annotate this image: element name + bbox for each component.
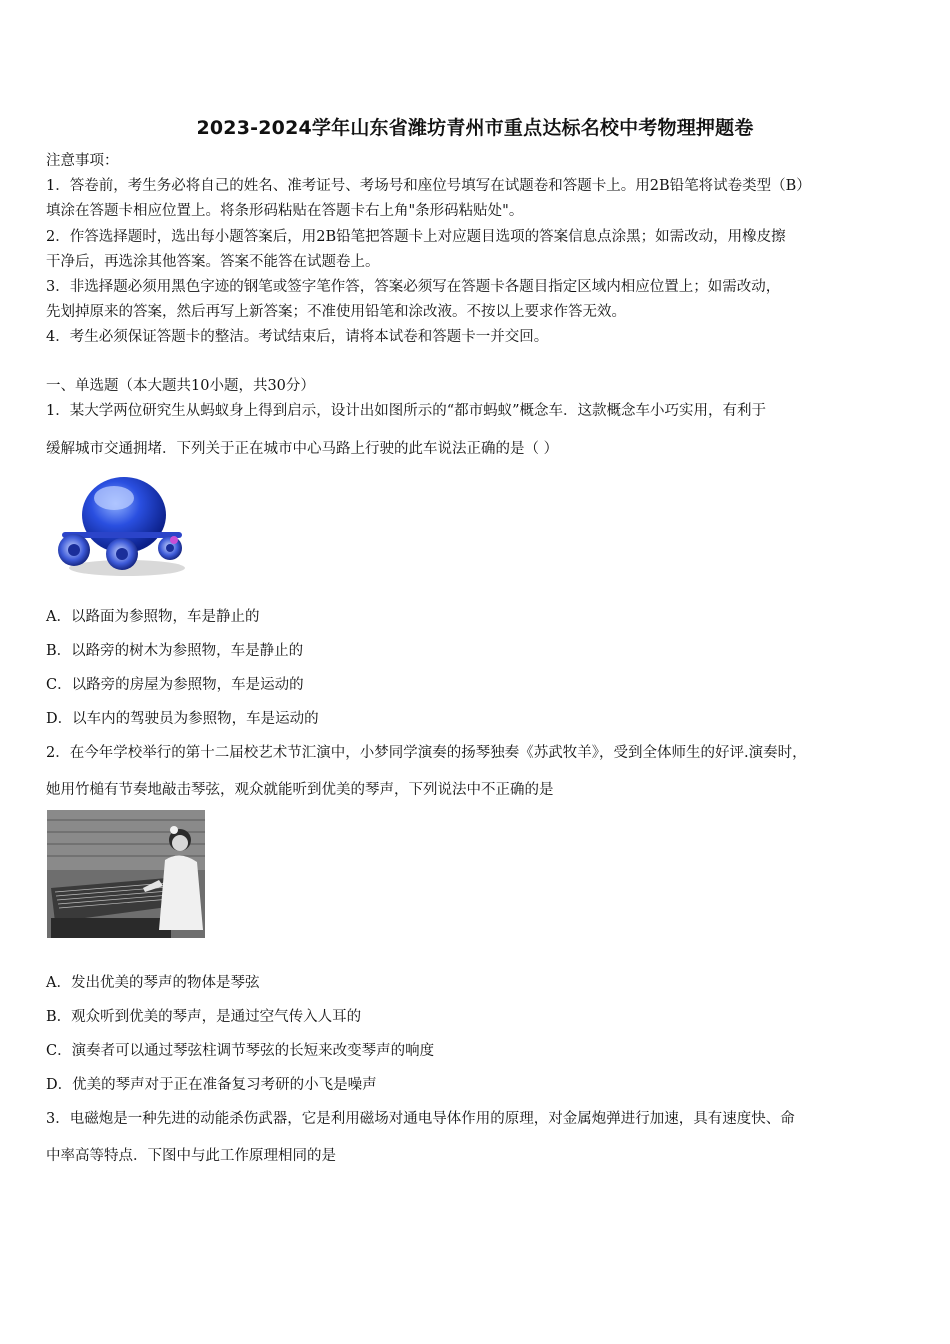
option-item: A．以路面为参照物，车是静止的 [46, 609, 260, 625]
question-2-stem: 她用竹槌有节奏地敲击琴弦，观众就能听到优美的琴声，下列说法中不正确的是 [46, 782, 554, 798]
option-item: B．以路旁的树木为参照物，车是静止的 [46, 643, 304, 659]
notice-line: 干净后，再选涂其他答案。答案不能答在试题卷上。 [46, 254, 380, 270]
option-item: D．优美的琴声对于正在准备复习考研的小飞是噪声 [46, 1077, 377, 1093]
notice-line: 3．非选择题必须用黑色字迹的钢笔或签字笔作答，答案必须写在答题卡各题目指定区域内相应位置上；如需改动， [46, 279, 781, 295]
notice-line: 填涂在答题卡相应位置上。将条形码粘贴在答题卡右上角"条形码粘贴处"。 [46, 203, 524, 219]
concept-car-illustration [52, 470, 192, 580]
question-2-stem: 2．在今年学校举行的第十二届校艺术节汇演中，小梦同学演奏的扬琴独奏《苏武牧羊》，受到全体师生的好评.演奏时， [46, 745, 807, 761]
option-item: B．观众听到优美的琴声，是通过空气传入人耳的 [46, 1009, 362, 1025]
option-item: C．演奏者可以通过琴弦柱调节琴弦的长短来改变琴声的响度 [46, 1043, 435, 1059]
concept-car-image [52, 470, 192, 580]
notice-line: 2．作答选择题时，选出每小题答案后，用2B铅笔把答题卡上对应题目选项的答案信息点涂黑；如需改动，用橡皮擦 [46, 229, 786, 245]
notice-line: 先划掉原来的答案，然后再写上新答案；不准使用铅笔和涂改液。不按以上要求作答无效。 [46, 304, 626, 320]
notice-line: 4．考生必须保证答题卡的整洁。考试结束后，请将本试卷和答题卡一并交回。 [46, 329, 549, 345]
option-item: C．以路旁的房屋为参照物，车是运动的 [46, 677, 304, 693]
notice-heading: 注意事项： [46, 153, 119, 169]
section-heading: 一、单选题（本大题共10小题，共30分） [46, 378, 315, 394]
question-1-stem: 缓解城市交通拥堵．下列关于正在城市中心马路上行驶的此车说法正确的是（ ） [46, 441, 559, 457]
question-3-stem: 3．电磁炮是一种先进的动能杀伤武器，它是利用磁场对通电导体作用的原理，对金属炮弹进行加速，具有速度快、命 [46, 1111, 795, 1127]
notice-line: 1．答卷前，考生务必将自己的姓名、准考证号、考场号和座位号填写在试题卷和答题卡上。用2B铅笔将试卷类型（B） [46, 178, 811, 194]
question-3-stem: 中率高等特点．下图中与此工作原理相同的是 [46, 1148, 336, 1164]
page-title: 2023-2024学年山东省潍坊青州市重点达标名校中考物理押题卷 [196, 117, 754, 139]
option-item: A．发出优美的琴声的物体是琴弦 [46, 975, 260, 991]
yangqin-performer-illustration [47, 810, 205, 938]
yangqin-photo [47, 810, 205, 938]
option-item: D．以车内的驾驶员为参照物，车是运动的 [46, 711, 319, 727]
question-1-stem: 1．某大学两位研究生从蚂蚁身上得到启示，设计出如图所示的“都市蚂蚁”概念车．这款概念车小巧实用，有利于 [46, 403, 767, 419]
